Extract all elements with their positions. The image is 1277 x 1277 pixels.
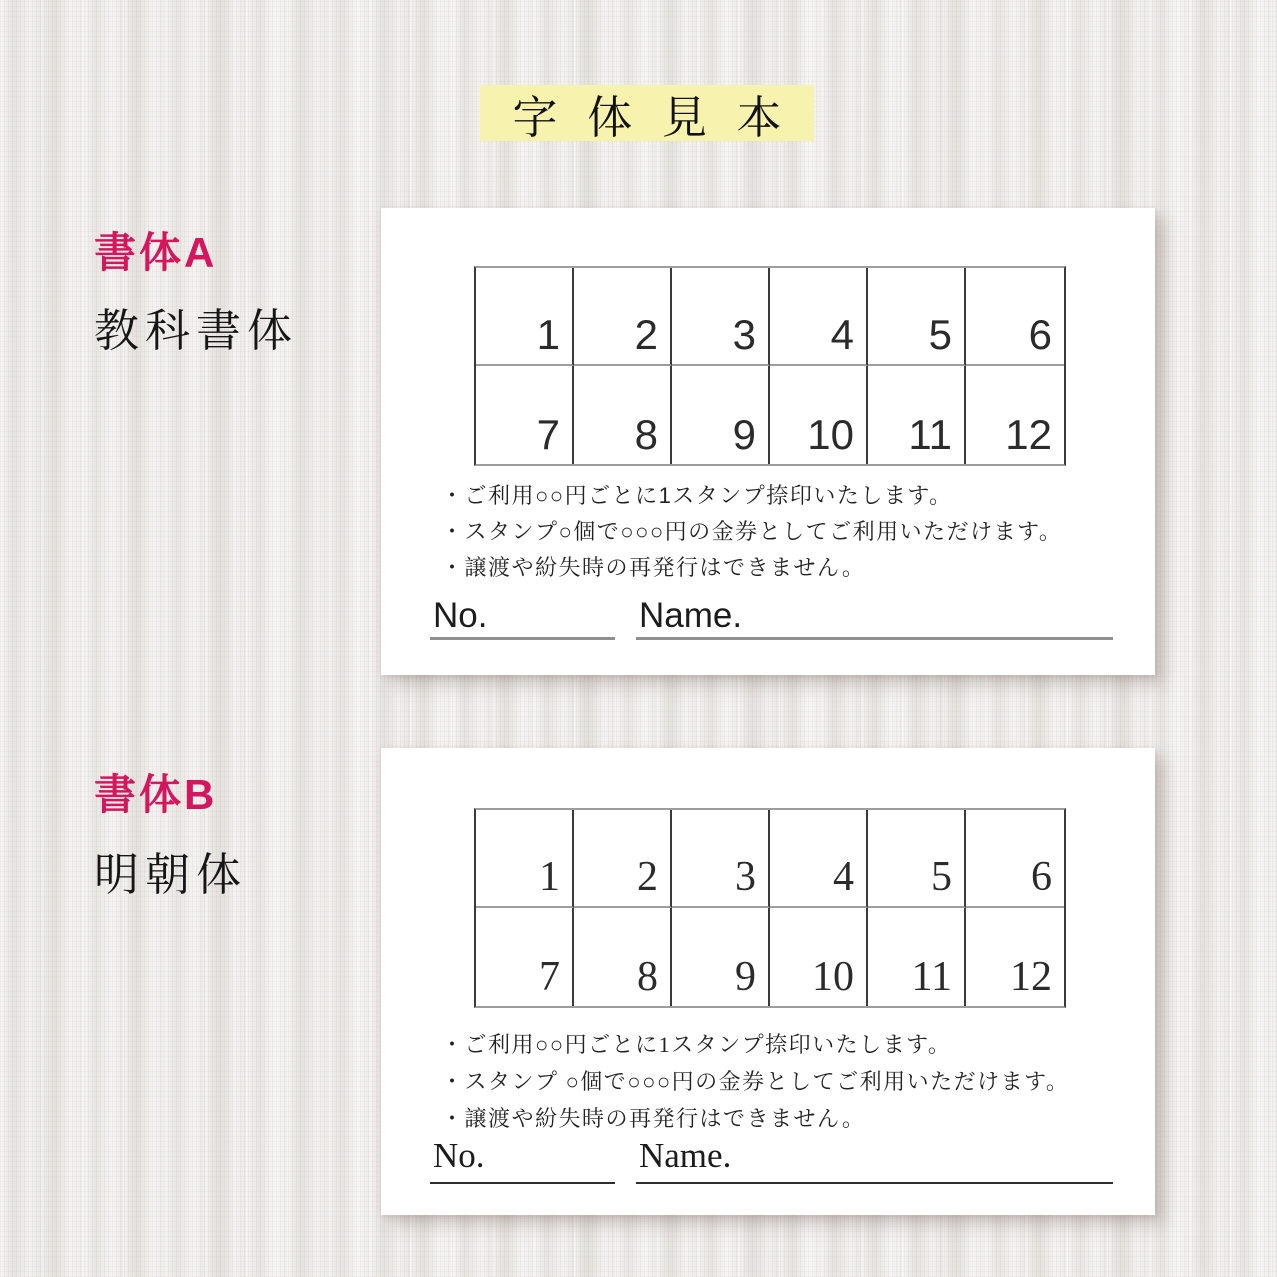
section-a-font-name: 教科書体 — [94, 305, 299, 356]
stamp-cell — [574, 810, 672, 908]
stamp-cell — [476, 908, 574, 1006]
stamp-cell — [574, 268, 672, 366]
stamp-cell — [868, 908, 966, 1006]
stamp-cell — [574, 908, 672, 1006]
stamp-cell — [770, 366, 868, 464]
stamp-cell — [672, 908, 770, 1006]
stamp-cell — [770, 908, 868, 1006]
stamp-number: 7 — [539, 954, 560, 1000]
stamp-number: 12 — [1010, 954, 1052, 1000]
note-line: ・譲渡や紛失時の再発行はできません。 — [441, 555, 866, 580]
stamp-cell — [966, 366, 1064, 464]
stamp-cell — [672, 810, 770, 908]
stamp-number: 10 — [807, 411, 854, 458]
stamp-number: 1 — [536, 311, 560, 358]
stamp-number: 3 — [735, 854, 756, 900]
no-field-label: No. — [433, 596, 488, 635]
name-field-line — [636, 1182, 1113, 1184]
stamp-number: 4 — [833, 854, 854, 900]
stamp-number: 5 — [931, 854, 952, 900]
no-field-line — [430, 637, 615, 640]
stamp-cell — [966, 908, 1064, 1006]
note-line: ・ご利用○○円ごとに1スタンプ捺印いたします。 — [441, 483, 953, 508]
stamp-cell — [868, 810, 966, 908]
stamp-number: 2 — [637, 854, 658, 900]
stamp-number: 7 — [536, 411, 560, 458]
stamp-cell — [476, 268, 574, 366]
stamp-cell — [770, 268, 868, 366]
note-line: ・スタンプ ○個で○○○円の金券としてご利用いただけます。 — [441, 1069, 1070, 1094]
stamp-number: 11 — [911, 954, 952, 1000]
stamp-number: 4 — [830, 311, 854, 358]
note-line: ・スタンプ○個で○○○円の金券としてご利用いただけます。 — [441, 519, 1063, 544]
stamp-cell — [868, 268, 966, 366]
no-field-label: No. — [433, 1136, 485, 1175]
section-b-font-name: 明朝体 — [94, 849, 248, 900]
stamp-number: 3 — [732, 311, 756, 358]
stamp-number: 1 — [539, 854, 560, 900]
stamp-number: 5 — [928, 311, 952, 358]
stamp-cell — [770, 810, 868, 908]
stamp-cell — [574, 366, 672, 464]
card-notes — [441, 1026, 1069, 1137]
card-notes — [441, 478, 1062, 586]
stamp-number: 11 — [908, 411, 952, 458]
stamp-grid-b — [474, 808, 1066, 1008]
section-b-label: 書体B — [94, 771, 218, 818]
stamp-number: 2 — [634, 311, 658, 358]
stamp-cell — [672, 366, 770, 464]
stamp-grid-a — [474, 266, 1066, 466]
title-highlight — [480, 85, 814, 141]
stamp-cell — [476, 810, 574, 908]
page-title: 字体見本 — [512, 91, 812, 143]
stamp-number: 8 — [637, 954, 658, 1000]
stamp-card-b — [381, 748, 1155, 1215]
stamp-number: 10 — [812, 954, 854, 1000]
stamp-cell — [966, 268, 1064, 366]
name-field-label: Name. — [639, 1136, 732, 1175]
stamp-number: 9 — [735, 954, 756, 1000]
stamp-number: 9 — [732, 411, 756, 458]
note-line: ・ご利用○○円ごとに1スタンプ捺印いたします。 — [441, 1032, 952, 1057]
section-a-label: 書体A — [94, 229, 218, 276]
note-line: ・譲渡や紛失時の再発行はできません。 — [441, 1106, 866, 1131]
stamp-number: 6 — [1028, 311, 1052, 358]
stamp-cell — [868, 366, 966, 464]
no-field-line — [430, 1182, 615, 1184]
stamp-cell — [476, 366, 574, 464]
stamp-card-a — [381, 208, 1155, 675]
stamp-cell — [672, 268, 770, 366]
stamp-number: 12 — [1005, 411, 1052, 458]
stamp-cell — [966, 810, 1064, 908]
name-field-line — [636, 637, 1113, 640]
name-field-label: Name. — [639, 596, 743, 635]
stamp-number: 8 — [634, 411, 658, 458]
stamp-number: 6 — [1031, 854, 1052, 900]
